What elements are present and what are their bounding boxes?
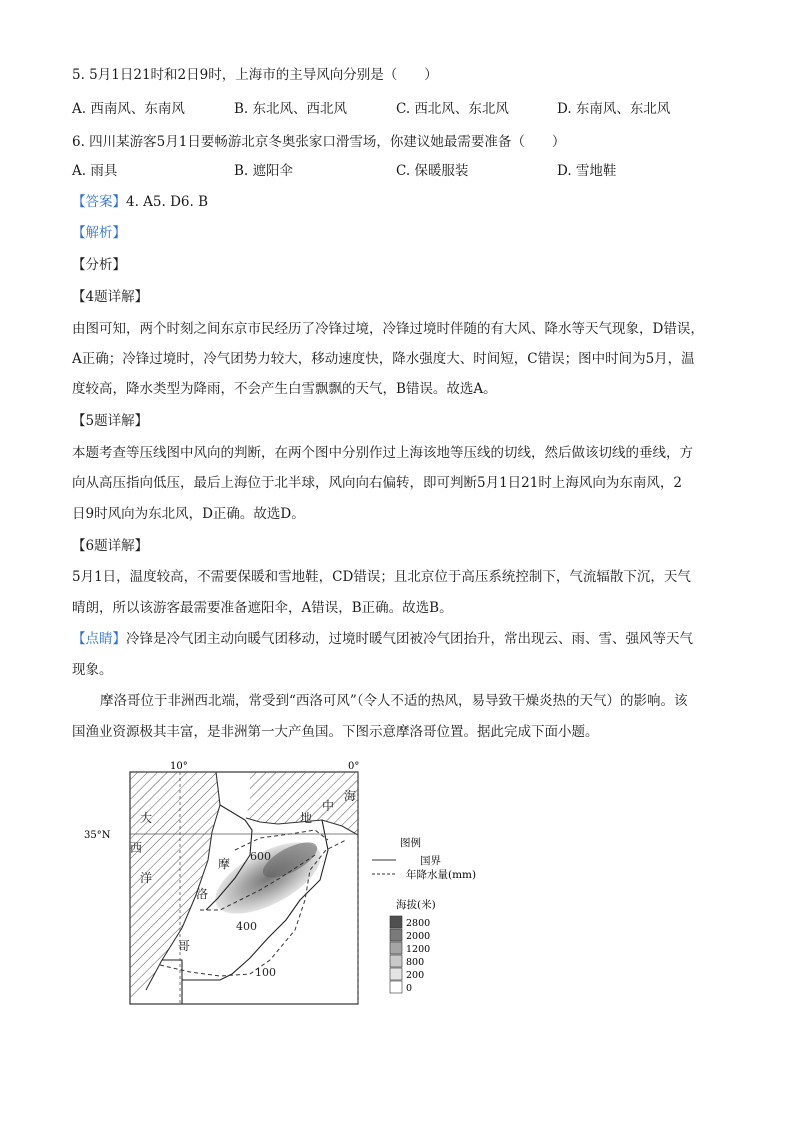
d6-label: 【6题详解】 [72,538,149,554]
isohyet-label-100: 100 [255,966,276,979]
legend-elev-value: 800 [406,957,425,968]
d6-line-1: 5月1日，温度较高，不需要保暖和雪地鞋，CD错误；且北京位于高压系统控制下，气流辐散下沉，天气 [72,569,691,585]
label-di: 地 [300,811,313,825]
legend-isohyet-label: 年降水量(mm) [406,869,477,881]
legend-elev-value: 0 [406,983,413,994]
legend-elev-value: 1200 [406,944,431,955]
dianjing-text: 冷锋是冷气团主动向暖气团移动，过境时暖气团被冷气团抬升，常出现云、雨、雪、强风等天气 [126,631,693,647]
label-luo: 洛 [196,887,209,901]
q6-option-c: C. 保暖服装 [396,163,469,179]
legend-elev-value: 2000 [406,931,431,942]
q5-option-d: D. 东南风、东北风 [557,101,671,117]
legend-elev-swatch [390,968,402,980]
dianjing-line-2: 现象。 [72,662,113,678]
label-xi: 西 [130,841,143,855]
q5-option-b: B. 东北风、西北风 [234,101,348,117]
label-hai: 海 [344,789,357,803]
legend-elev-swatch [390,981,402,993]
legend-elev-swatch [390,955,402,967]
lon-label-10: 10° [170,761,188,772]
label-ge: 哥 [178,939,191,953]
label-yang: 洋 [140,871,153,885]
d4-line-2: A正确；冷锋过境时，冷气团势力较大，移动速度快，降水强度大、时间短，C错误；图中时间为5月，温 [72,351,695,367]
isohyet-label-400: 400 [236,920,257,933]
q5-option-a: A. 西南风、东南风 [72,101,185,117]
q6-option-a: A. 雨具 [72,163,118,179]
legend-title: 图例 [400,837,421,849]
lat-label-35n: 35°N [84,830,111,841]
elevation-scale [390,916,430,994]
q5-stem: 5. 5月1日21时和2日9时，上海市的主导风向分别是（ ） [72,67,438,83]
label-da: 大 [140,811,153,825]
answer-line [72,193,208,211]
intro-line-2: 国渔业资源极其丰富，是非洲第一大产鱼国。下图示意摩洛哥位置。据此完成下面小题。 [72,724,599,740]
d5-line-2: 向从高压指向低压，最后上海位于北半球，风向向右偏转，即可判断5月1日21时上海风向为东南风，2 [72,475,682,491]
d4-line-3: 度较高，降水类型为降雨，不会产生白雪飘飘的天气，B错误。故选A。 [72,381,497,397]
d5-line-3: 日9时风向为东北风，D正确。故选D。 [72,506,305,522]
d4-label: 【4题详解】 [72,289,149,305]
fenxi-label: 【分析】 [72,257,126,273]
legend-elev-value: 2800 [406,918,431,929]
lon-label-0: 0° [348,761,360,772]
legend-elev-value: 200 [406,970,425,981]
q6-stem: 6. 四川某游客5月1日要畅游北京冬奥张家口滑雪场，你建议她最需要准备（ ） [72,134,566,150]
q6-option-d: D. 雪地鞋 [557,163,617,179]
dianjing-line-1 [72,630,693,648]
morocco-location-map [84,760,520,1010]
legend-elev-swatch [390,916,402,928]
intro-line-1: 摩洛哥位于非洲西北端，常受到“西洛可风”（令人不适的热风，易导致干燥炎热的天气）的影响。该 [100,693,688,709]
answer-text: 4. A5. D6. B [126,194,209,210]
d5-line-1: 本题考查等压线图中风向的判断，在两个图中分别作过上海该地等压线的切线，然后做该切线的垂线，方 [72,445,693,461]
label-zhong: 中 [322,799,335,813]
label-mo: 摩 [218,857,231,871]
q5-option-c: C. 西北风、东北风 [396,101,509,117]
map-legend [372,836,476,994]
legend-elev-swatch [390,942,402,954]
legend-elev-title: 海拔(米) [396,899,436,911]
d5-label: 【5题详解】 [72,413,149,429]
d6-line-2: 晴朗，所以该游客最需要准备遮阳伞，A错误，B正确。故选B。 [72,600,453,616]
analysis-label: 【解析】 [72,225,126,241]
q6-option-b: B. 遮阳伞 [234,163,294,179]
isohyet-label-600: 600 [250,850,271,863]
dianjing-label: 【点睛】 [72,631,126,647]
legend-border-label: 国界 [420,855,441,867]
d4-line-1: 由图可知，两个时刻之间东京市民经历了冷锋过境，冷锋过境时伴随的有大风、降水等天气现象，D错误， [72,321,704,337]
legend-elev-swatch [390,929,402,941]
answer-label: 【答案】 [72,194,126,210]
